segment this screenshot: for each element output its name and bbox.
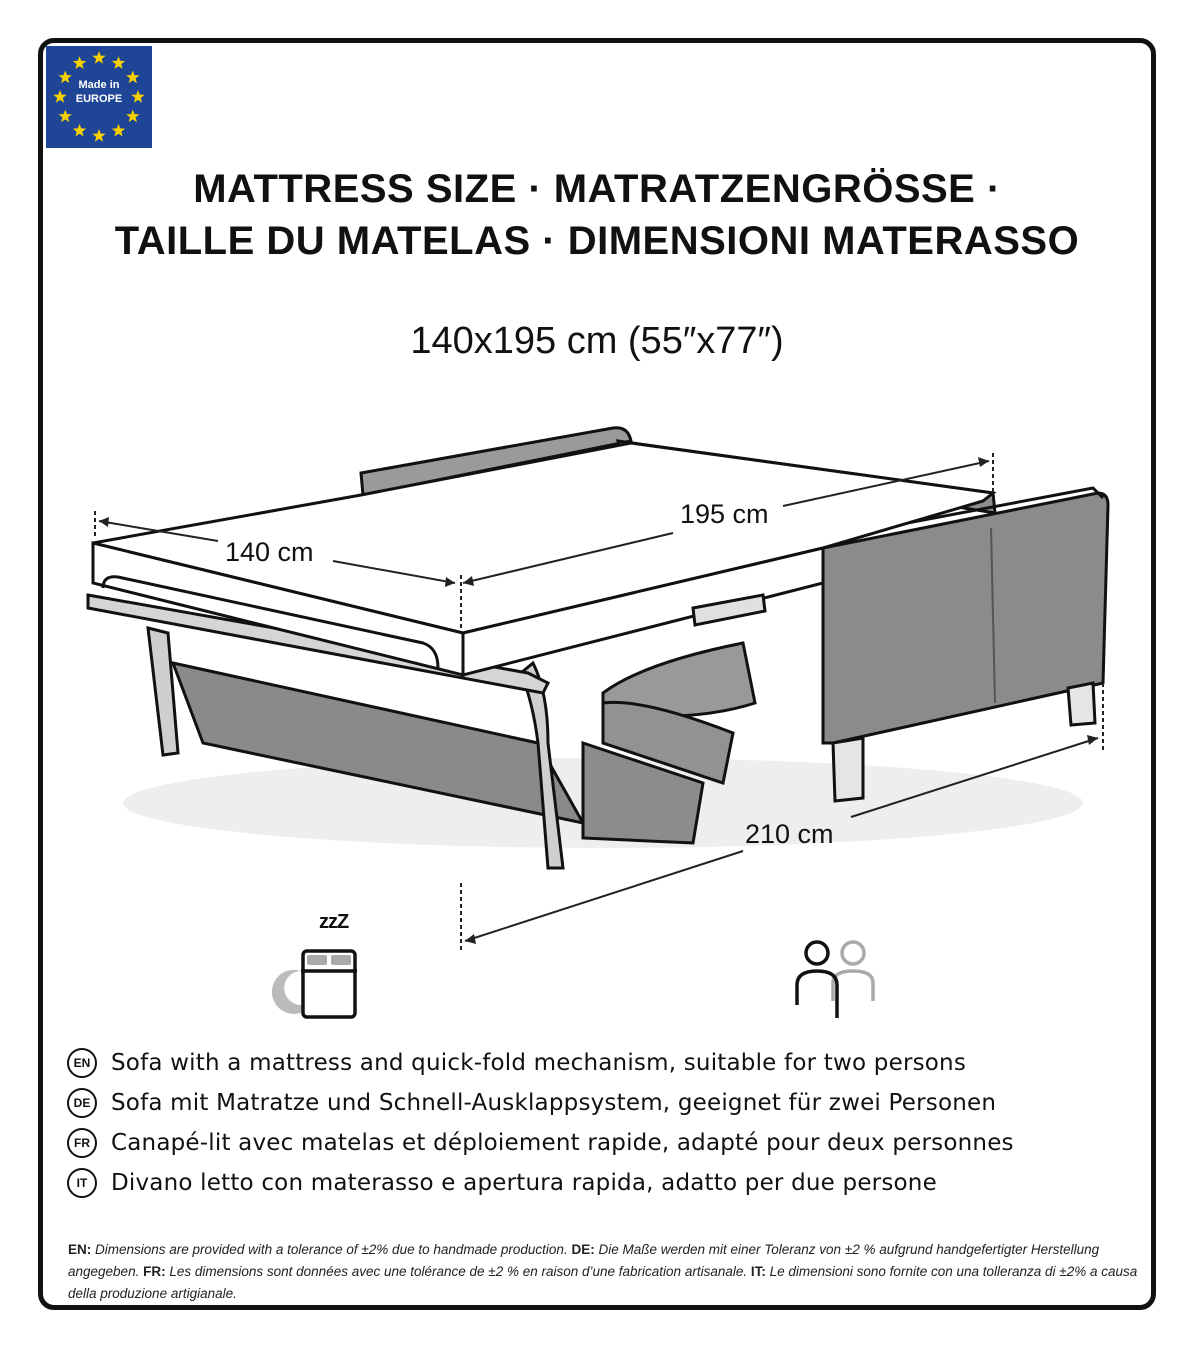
lang-badge-it: IT [67,1168,97,1198]
mattress-size: 140x195 cm (55″x77″) [410,320,784,362]
feature-fr [67,1123,1147,1163]
note-fr-text: Les dimensions sont données avec une tolérance de ±2 % en raison d’une fabrication artisanale. [165,1264,751,1279]
badge-line-2: EUROPE [75,93,123,105]
feature-text-en: Sofa with a mattress and quick-fold mechanism, suitable for two persons [111,1050,967,1076]
dim-label-sofa-length: 210 cm [745,819,834,849]
feature-text-fr: Canapé-lit avec matelas et déploiement rapide, adapté pour deux personnes [111,1130,1014,1156]
note-fr-label: FR: [143,1264,166,1279]
note-de-text: Die Maße werden mit einer Toleranz von ±2 % aufgrund handgefertigter Herstellung angegeben. [68,1242,1100,1279]
title-line-2: TAILLE DU MATELAS · DIMENSIONI MATERASSO [114,219,1080,263]
dim-label-width: 140 cm [225,537,314,567]
note-en-text: Dimensions are provided with a tolerance of ±2% due to handmade production. [91,1242,572,1257]
feature-text-de: Sofa mit Matratze und Schnell-Ausklappsystem, geeignet für zwei Personen [111,1090,997,1116]
dim-label-length: 195 cm [680,499,769,529]
badge-line-1: Made in [78,79,120,91]
feature-en [67,1043,1147,1083]
feature-de [67,1083,1147,1123]
title-line-1: MATTRESS SIZE · MATRATZENGRÖSSE · [193,167,1001,211]
feature-list [67,1043,1147,1203]
feature-text-it: Divano letto con materasso e apertura rapida, adatto per due persone [111,1170,937,1196]
tolerance-note [68,1239,1138,1305]
zzz-text: zzZ [319,911,349,933]
lang-badge-fr: FR [67,1128,97,1158]
info-card [38,38,1156,1310]
feature-it [67,1163,1147,1203]
sleeping-bed-icon [272,951,357,1017]
note-en-label: EN: [68,1242,92,1257]
lang-badge-de: DE [67,1088,97,1118]
note-de-label: DE: [571,1242,595,1257]
note-it-label: IT: [750,1264,766,1279]
note-it-text: Le dimensioni sono fornite con una tolleranza di ±2% a causa della produzione artigianale. [68,1264,1138,1301]
lang-badge-en: EN [67,1048,97,1078]
feature-icons [43,43,1151,1043]
two-persons-icon [797,942,873,1018]
